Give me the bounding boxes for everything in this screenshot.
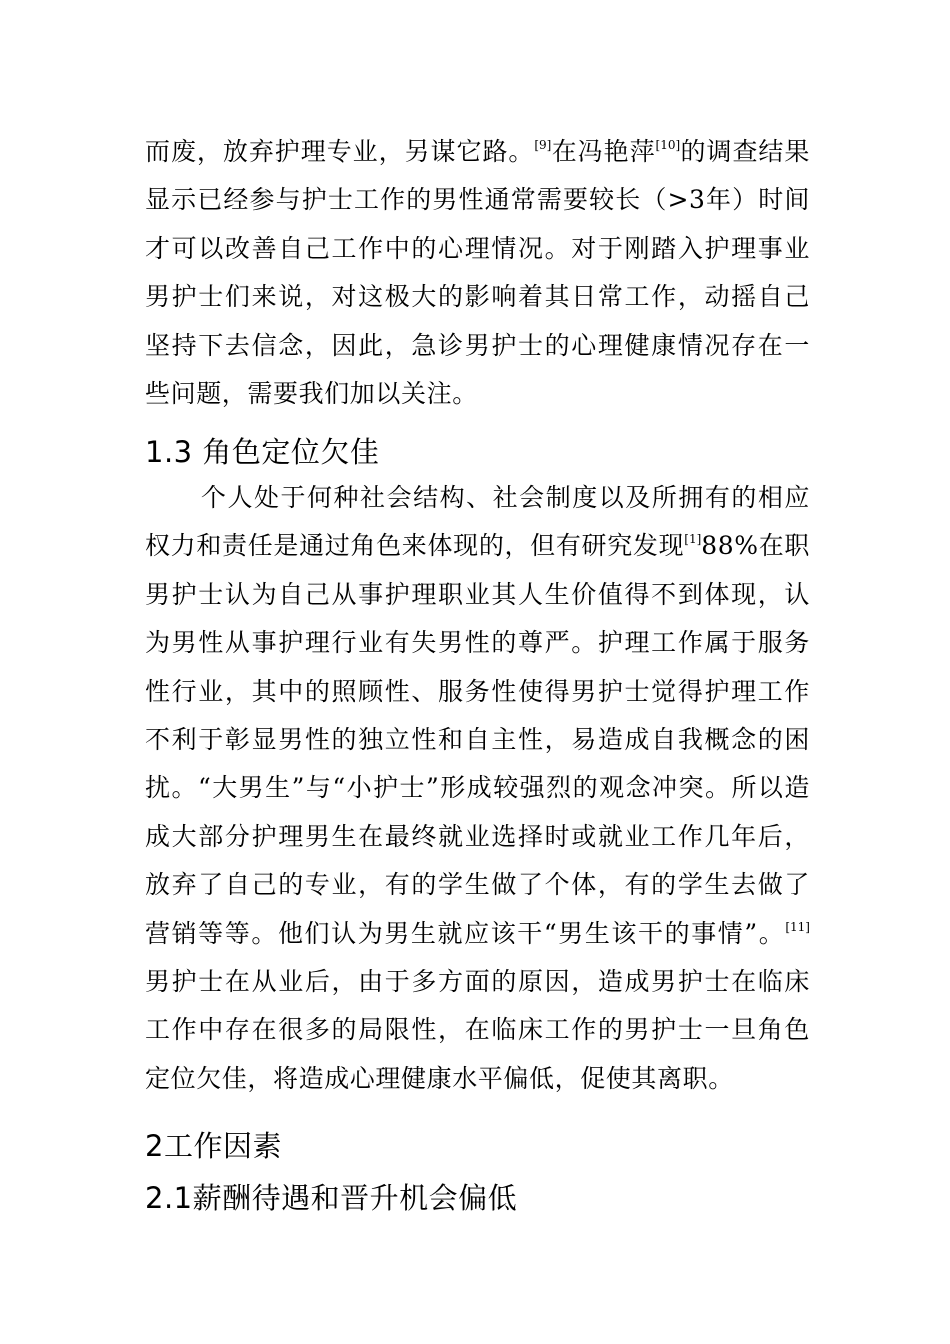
citation-ref: [10] [655,138,681,152]
citation-ref: [9] [534,138,552,152]
paragraph-text: 个人处于何种社会结构、社会制度以及所拥有的相应权力和责任是通过角色来体现的，但有研究发现 [145,483,810,561]
paragraph-text: 在冯艳萍 [551,137,656,166]
citation-ref: [11] [785,919,810,934]
paragraph-text: 而废，放弃护理专业，另谋它路。 [145,137,535,166]
citation-ref: [1] [684,532,702,547]
paragraph-text: 88%在职男护士认为自己从事护理职业其人生价值得不到体现，认为男性从事护理行业有失男性的尊严。护理工作属于服务性行业，其中的照顾性、服务性使得男护士觉得护理工作不利于彰显男性的独立性和自主性，易造成自我概念的困扰。“大男生”与“小护士”形成较强烈的观念冲突。所以造成大部分护理男生在最终就业选择时或就业工作几年后，放弃了自己的专业，有的学生做了个体，有的学生去做了营销等等。他们认为男生就应该干“男生该干的事情”。 [145,531,810,948]
section-heading-2-1: 2.1薪酬待遇和晋升机会偏低 [145,1181,518,1215]
paragraph-text: 男护士在从业后，由于多方面的原因，造成男护士在临床工作中存在很多的局限性，在临床工作的男护士一旦角色定位欠佳，将造成心理健康水平偏低，促使其离职。 [145,967,810,1093]
paragraph-intro-continuation [145,128,810,418]
paragraph-text: 的调查结果显示已经参与护士工作的男性通常需要较长（>3年）时间才可以改善自己工作中的心理情况。对于刚踏入护理事业男护士们来说，对这极大的影响着其日常工作，动摇自己坚持下去信念，因此，急诊男护士的心理健康情况存在一些问题，需要我们加以关注。 [145,137,810,409]
section-heading-2: 2工作因素 [145,1129,282,1163]
paragraph-role-positioning [145,474,810,1103]
section-heading-1-3: 1.3 角色定位欠佳 [145,435,380,469]
